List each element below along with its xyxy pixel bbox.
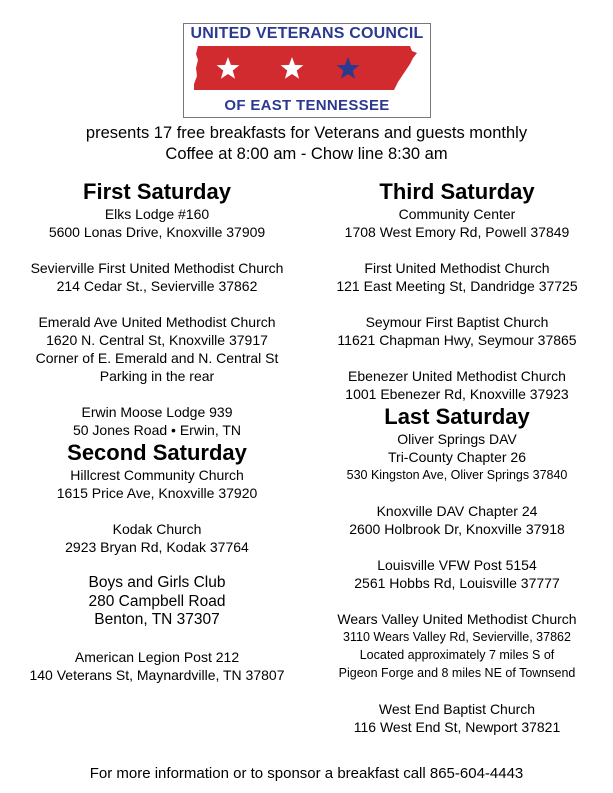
venue-dandridge-first-umc [308, 259, 606, 295]
venue-name: Hillcrest Community Church [70, 467, 244, 483]
venue-name: Community Center [398, 206, 516, 222]
venue-name: Wears Valley United Methodist Church [337, 611, 577, 627]
venue-elks-lodge [12, 205, 302, 241]
venue-address: 1708 West Emory Rd, Powell 37849 [344, 224, 570, 240]
venue-address: 1620 N. Central St, Knoxville 37917 [46, 332, 268, 348]
venue-west-end-baptist [308, 700, 606, 736]
venue-chapter: Tri-County Chapter 26 [388, 449, 526, 465]
venue-name: Boys and Girls Club [88, 574, 226, 591]
venue-name: American Legion Post 212 [74, 648, 240, 665]
venue-note: Pigeon Forge and 8 miles NE of Townsend [338, 666, 576, 680]
venue-name: Knoxville DAV Chapter 24 [376, 503, 538, 519]
venue-hillcrest-church [12, 466, 302, 502]
footer-contact: For more information or to sponsor a breakfast call 865-604-4443 [89, 765, 524, 782]
right-column [308, 178, 606, 736]
venue-note: Parking in the rear [99, 368, 215, 384]
venue-name: Erwin Moose Lodge 939 [81, 404, 233, 420]
venue-address: 121 East Meeting St, Dandridge 37725 [336, 278, 578, 294]
logo-bottom-text: OF EAST TENNESSEE [224, 97, 390, 114]
venue-address: 1001 Ebenezer Rd, Knoxville 37923 [345, 386, 569, 402]
venue-name: Sevierville First United Methodist Church [30, 260, 284, 276]
venue-name: Ebenezer United Methodist Church [348, 368, 566, 384]
venue-city: Benton, TN 37307 [94, 611, 220, 628]
venue-name: First United Methodist Church [364, 260, 550, 276]
first-saturday-heading: First Saturday [83, 179, 231, 204]
venue-name: Kodak Church [112, 521, 202, 537]
venue-erwin-moose-lodge [12, 403, 302, 439]
venue-address: 2561 Hobbs Rd, Louisville 37777 [354, 575, 560, 591]
venue-louisville-vfw [308, 556, 606, 592]
venue-address: 116 West End St, Newport 37821 [353, 719, 561, 735]
venue-note: Located approximately 7 miles S of [359, 648, 555, 662]
venue-sevierville-first-umc [12, 259, 302, 295]
intro-line-2: Coffee at 8:00 am - Chow line 8:30 am [165, 145, 448, 163]
venue-name: Elks Lodge #160 [104, 206, 210, 222]
venue-address: 5600 Lonas Drive, Knoxville 37909 [48, 224, 266, 240]
venue-name: Oliver Springs DAV [397, 431, 517, 447]
venue-wears-valley-umc [308, 610, 606, 682]
venue-address: 2600 Holbrook Dr, Knoxville 37918 [349, 521, 565, 537]
second-saturday-heading: Second Saturday [67, 440, 247, 465]
venue-emerald-ave-umc [12, 313, 302, 385]
third-saturday-heading: Third Saturday [379, 179, 535, 204]
venue-address: 140 Veterans St, Maynardville, TN 37807 [29, 666, 285, 683]
venue-address: 11621 Chapman Hwy, Seymour 37865 [337, 332, 577, 348]
venue-address: 214 Cedar St., Sevierville 37862 [56, 278, 258, 294]
uvc-logo [183, 23, 431, 118]
venue-ebenezer-umc [308, 367, 606, 403]
venue-address: 280 Campbell Road [88, 592, 226, 610]
venue-boys-and-girls-club [12, 574, 302, 630]
venue-address: 2923 Bryan Rd, Kodak 37764 [65, 539, 249, 555]
venue-name: Seymour First Baptist Church [365, 314, 549, 330]
venue-name: Emerald Ave United Methodist Church [38, 314, 276, 330]
venue-american-legion-212 [12, 648, 302, 684]
venue-note: Corner of E. Emerald and N. Central St [35, 350, 279, 366]
venue-address: 3110 Wears Valley Rd, Sevierville, 37862 [343, 630, 571, 644]
last-saturday-heading: Last Saturday [384, 404, 530, 429]
venue-oliver-springs-dav [308, 430, 606, 484]
intro-line-1: presents 17 free breakfasts for Veterans and guests monthly [85, 124, 528, 142]
venue-address: 1615 Price Ave, Knoxville 37920 [56, 485, 258, 501]
venue-name: Louisville VFW Post 5154 [377, 557, 537, 573]
venue-knoxville-dav-24 [308, 502, 606, 538]
venue-address: 50 Jones Road • Erwin, TN [72, 422, 242, 438]
venue-name: West End Baptist Church [378, 701, 536, 717]
venue-seymour-first-baptist [308, 313, 606, 349]
venue-kodak-church [12, 520, 302, 556]
venue-community-center [308, 205, 606, 241]
venue-address: 530 Kingston Ave, Oliver Springs 37840 [346, 468, 568, 482]
logo-top-text: UNITED VETERANS COUNCIL [190, 25, 424, 42]
left-column [12, 178, 302, 684]
